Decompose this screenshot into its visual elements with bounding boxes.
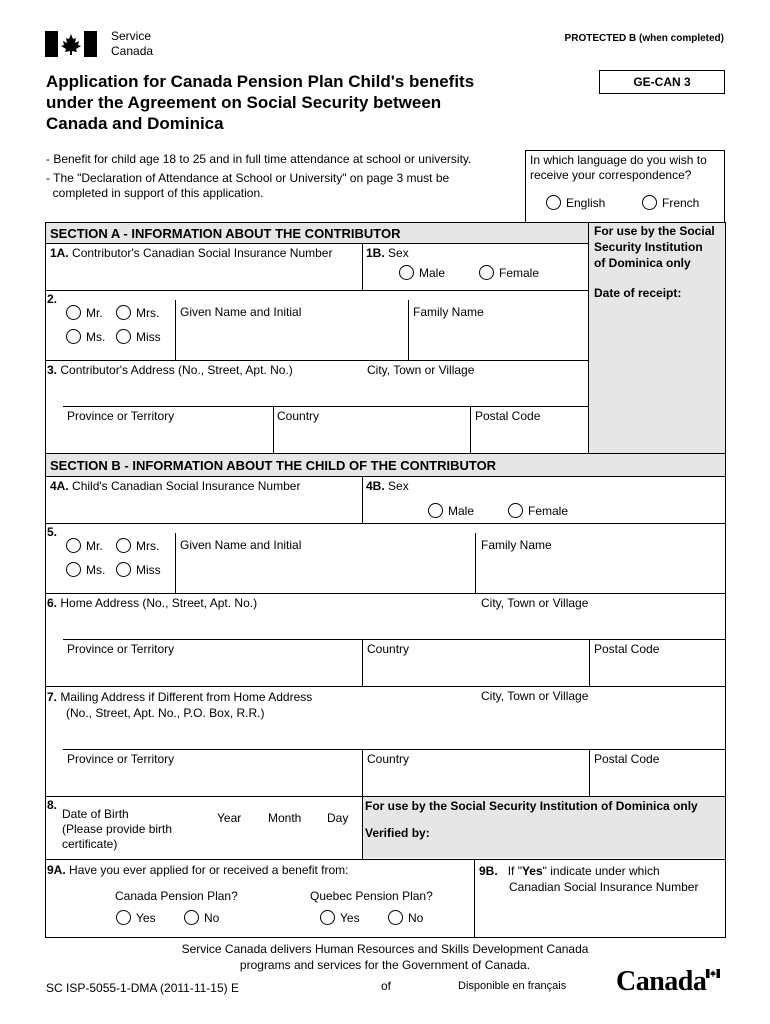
intro-bullet-1: - Benefit for child age 18 to 25 and in full time attendance at school or university. [46, 152, 472, 166]
contributor-sex-female[interactable]: Female [479, 265, 539, 280]
mr-radio[interactable] [66, 305, 81, 320]
q1b-label: 1B. Sex [366, 246, 409, 260]
q4b-label: 4B. Sex [366, 479, 409, 493]
office-use-title-line2: Security Institution [594, 240, 703, 254]
section-b-title: SECTION B - INFORMATION ABOUT THE CHILD OF THE CONTRIBUTOR [50, 458, 497, 473]
child-title-mrs[interactable]: Mrs. [116, 538, 159, 553]
qpp-no-option[interactable]: No [388, 910, 423, 925]
dob-day-label: Day [327, 811, 349, 825]
department-name-line1: Service [111, 29, 152, 43]
dob-month-label: Month [268, 811, 302, 825]
contributor-city-label: City, Town or Village [367, 363, 475, 377]
footer-service-line2: programs and services for the Government of Canada. [239, 958, 531, 972]
child-mr-radio[interactable] [66, 538, 81, 553]
child-country-label: Country [367, 642, 410, 656]
contributor-given-name-label: Given Name and Initial [180, 305, 302, 319]
form-title-line2: under the Agreement on Social Security between [46, 93, 442, 112]
office-use-title [594, 223, 715, 271]
child-mrs-radio[interactable] [116, 538, 131, 553]
q8-number: 8. [47, 798, 58, 812]
q5-number: 5. [47, 525, 58, 539]
q9a-label: 9A. Have you ever applied for or received a benefit from: [47, 863, 349, 877]
form-identifier: SC ISP-5055-1-DMA (2011-11-15) E [46, 981, 239, 995]
child-title-mr[interactable]: Mr. [66, 538, 103, 553]
dob-year-label: Year [217, 811, 242, 825]
child-title-ms[interactable]: Ms. [66, 562, 105, 577]
child-male-radio[interactable] [428, 503, 443, 518]
child-title-miss[interactable]: Miss [116, 562, 161, 577]
child-province-label: Province or Territory [67, 642, 175, 656]
english-label: English [566, 195, 606, 210]
form-title-line3: Canada and Dominica [46, 114, 224, 133]
language-question-line1: In which language do you wish to [530, 153, 707, 167]
contributor-title-ms[interactable]: Ms. [66, 329, 105, 344]
department-name-line2: Canada [111, 44, 154, 58]
qpp-yes-radio[interactable] [320, 910, 335, 925]
child-postal-label: Postal Code [594, 642, 660, 656]
contributor-title-mr[interactable]: Mr. [66, 305, 103, 320]
child-city-label: City, Town or Village [481, 596, 589, 610]
qpp-yes-option[interactable]: Yes [320, 910, 360, 925]
mailing-city-label: City, Town or Village [481, 689, 589, 703]
q4a-label: 4A. Child's Canadian Social Insurance Number [50, 479, 301, 493]
child-family-name-label: Family Name [481, 538, 552, 552]
child-sex-female[interactable]: Female [508, 503, 568, 518]
q7-mailing-label: 7. Mailing Address if Different from Home Address (No., Street, Apt. No., P.O. Box, R.R.) [47, 690, 313, 720]
contributor-province-label: Province or Territory [67, 409, 175, 423]
french-label: French [662, 195, 700, 210]
date-of-birth-label: Date of Birth (Please provide birth certificate) [62, 807, 173, 851]
dominica-office-use-label: For use by the Social Security Institution of Dominica only [365, 799, 698, 813]
q2-number: 2. [47, 292, 58, 306]
canada-flag-logo [45, 31, 97, 57]
form-title-line1: Application for Canada Pension Plan Child's benefits [46, 72, 475, 91]
q9b-label: 9B. If "Yes" indicate under which Canadian Social Insurance Number [479, 864, 699, 894]
child-miss-radio[interactable] [116, 562, 131, 577]
contributor-sex-male[interactable]: Male [399, 265, 445, 280]
child-given-name-label: Given Name and Initial [180, 538, 302, 552]
page-of-label: of [381, 979, 392, 993]
intro-bullet-2-line2: completed in support of this application. [46, 186, 264, 200]
protected-label: PROTECTED B (when completed) [564, 33, 724, 44]
cpp-question: Canada Pension Plan? [115, 889, 238, 903]
contributor-female-radio[interactable] [479, 265, 494, 280]
wordmark-flag-icon [706, 969, 720, 978]
language-english-option[interactable] [546, 195, 605, 210]
form-code-box [599, 70, 725, 94]
french-available-label: Disponible en français [458, 980, 567, 992]
contributor-title-miss[interactable]: Miss [116, 329, 161, 344]
child-sex-male[interactable]: Male [428, 503, 474, 518]
office-use-title-line3: of Dominica only [594, 256, 691, 270]
mailing-country-label: Country [367, 752, 410, 766]
contributor-country-label: Country [277, 409, 320, 423]
cpp-yes-option[interactable]: Yes [116, 910, 156, 925]
footer-service-line1: Service Canada delivers Human Resources and Skills Development Canada [181, 942, 589, 956]
language-french-option[interactable] [642, 195, 699, 210]
canada-wordmark: Canada [616, 967, 722, 997]
ms-radio[interactable] [66, 329, 81, 344]
cpp-no-radio[interactable] [184, 910, 199, 925]
child-ms-radio[interactable] [66, 562, 81, 577]
qpp-question: Quebec Pension Plan? [310, 889, 433, 903]
contributor-male-radio[interactable] [399, 265, 414, 280]
contributor-title-mrs[interactable]: Mrs. [116, 305, 159, 320]
verified-by-label: Verified by: [365, 826, 430, 840]
q3-address-label: 3. Contributor's Address (No., Street, Apt. No.) [47, 363, 293, 377]
contributor-postal-label: Postal Code [475, 409, 541, 423]
office-use-title-line1: For use by the Social [594, 224, 715, 238]
qpp-no-radio[interactable] [388, 910, 403, 925]
mrs-radio[interactable] [116, 305, 131, 320]
language-question-line2: receive your correspondence? [530, 168, 692, 182]
section-a-title: SECTION A - INFORMATION ABOUT THE CONTRIBUTOR [50, 226, 401, 241]
miss-radio[interactable] [116, 329, 131, 344]
form-code: GE-CAN 3 [633, 75, 691, 89]
english-radio[interactable] [546, 195, 561, 210]
mailing-province-label: Province or Territory [67, 752, 175, 766]
intro-bullet-2-line1: - The "Declaration of Attendance at School or University" on page 3 must be [46, 171, 450, 185]
contributor-family-name-label: Family Name [413, 305, 484, 319]
q6-address-label: 6. Home Address (No., Street, Apt. No.) [47, 596, 258, 610]
form-title [46, 71, 474, 134]
language-box [525, 150, 725, 223]
cpp-no-option[interactable]: No [184, 910, 219, 925]
child-female-radio[interactable] [508, 503, 523, 518]
date-of-receipt-label: Date of receipt: [594, 286, 682, 300]
french-radio[interactable] [642, 195, 657, 210]
cpp-yes-radio[interactable] [116, 910, 131, 925]
mailing-postal-label: Postal Code [594, 752, 660, 766]
q1a-label: 1A. Contributor's Canadian Social Insurance Number [50, 246, 333, 260]
